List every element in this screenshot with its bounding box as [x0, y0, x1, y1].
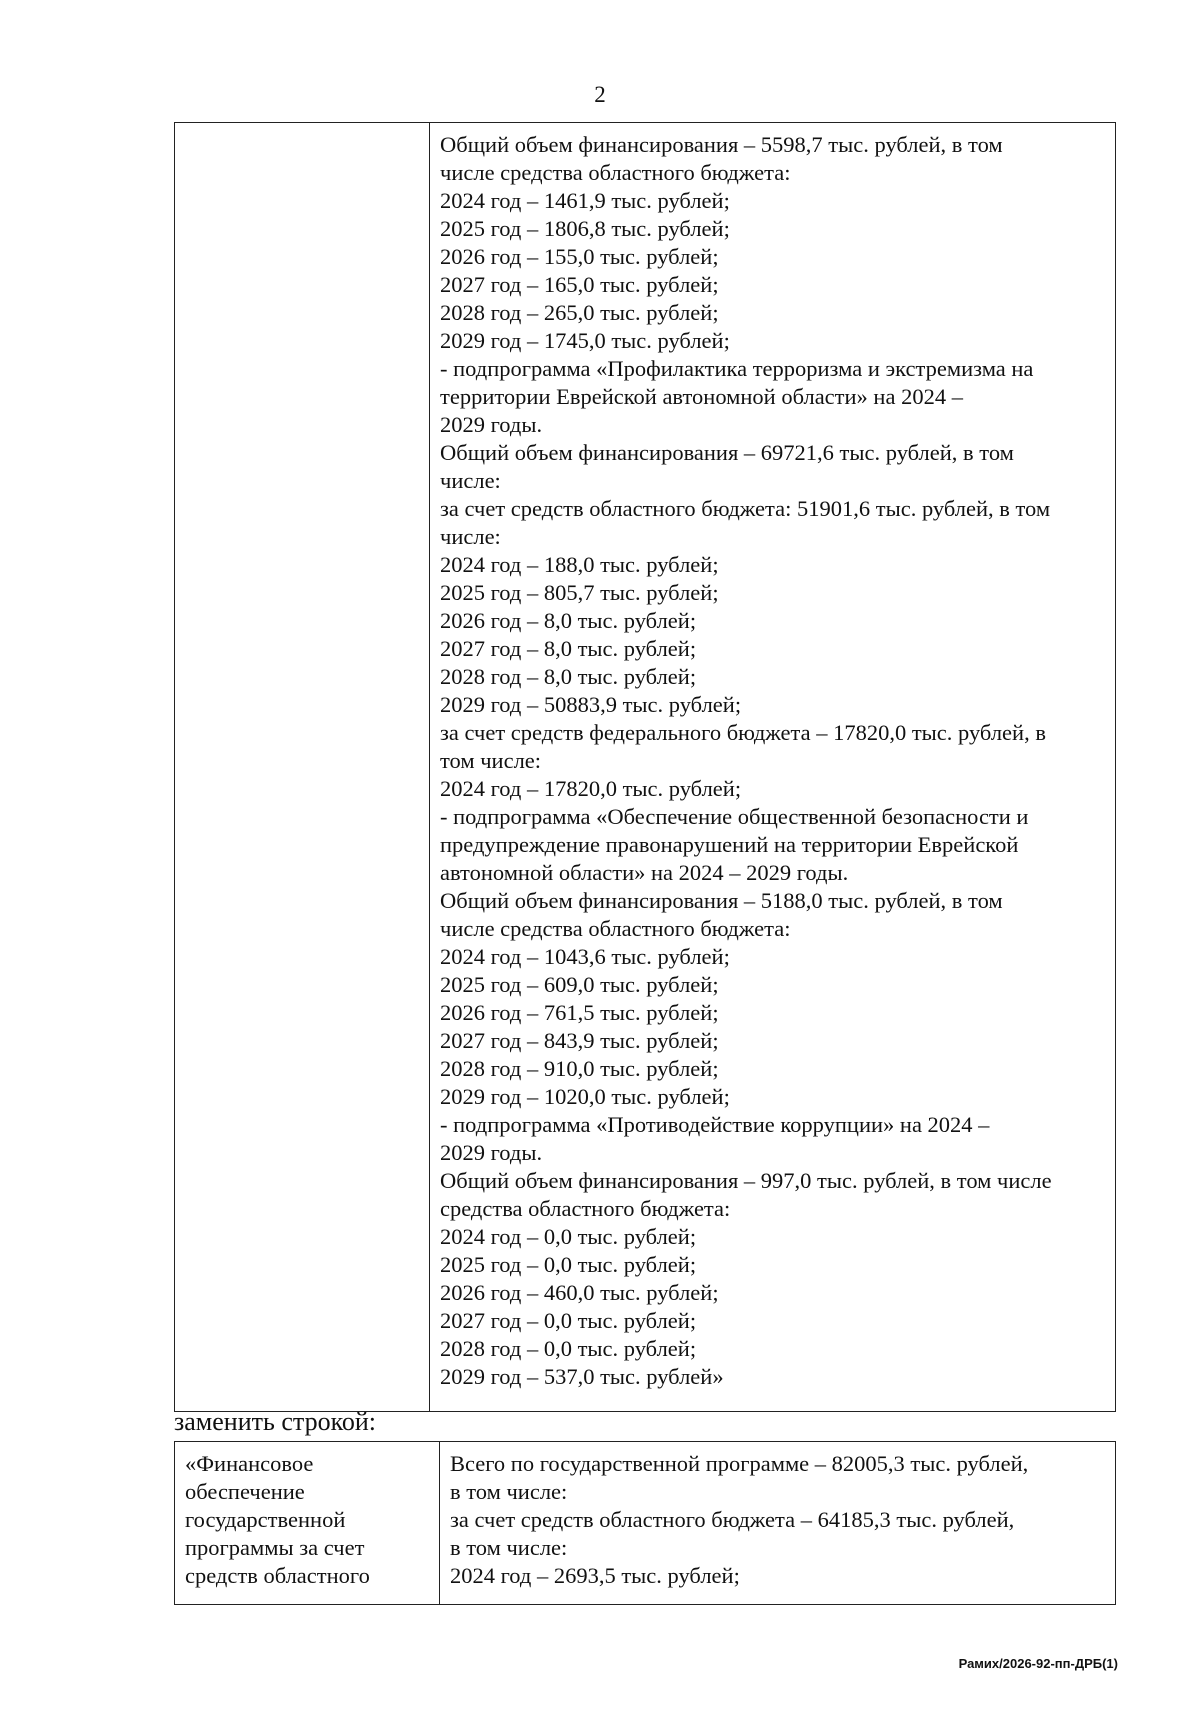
text-line: - подпрограмма «Обеспечение общественной безопасности и [440, 804, 1029, 829]
text-line: в том числе: [450, 1535, 568, 1560]
row-content-cell [430, 123, 1116, 1412]
text-line: Общий объем финансирования – 69721,6 тыс. рублей, в том [440, 440, 1014, 465]
text-line: 2028 год – 8,0 тыс. рублей; [440, 664, 697, 689]
text-line: 2028 год – 0,0 тыс. рублей; [440, 1336, 697, 1361]
text-line: 2024 год – 1043,6 тыс. рублей; [440, 944, 730, 969]
text-line: территории Еврейской автономной области» на 2024 – [440, 384, 963, 409]
text-line: том числе: [440, 748, 542, 773]
text-line: 2027 год – 0,0 тыс. рублей; [440, 1308, 697, 1333]
text-line: 2029 годы. [440, 1140, 543, 1165]
text-line: 2025 год – 805,7 тыс. рублей; [440, 580, 719, 605]
text-line: 2026 год – 8,0 тыс. рублей; [440, 608, 697, 633]
text-line: числе: [440, 524, 501, 549]
text-line: программы за счет [185, 1535, 365, 1560]
row-content-cell [440, 1442, 1116, 1605]
text-line: 2029 годы. [440, 412, 543, 437]
text-line: 2024 год – 17820,0 тыс. рублей; [440, 776, 742, 801]
text-line: числе: [440, 468, 501, 493]
text-line: за счет средств областного бюджета: 51901,6 тыс. рублей, в том [440, 496, 1051, 521]
text-line: 2024 год – 1461,9 тыс. рублей; [440, 188, 730, 213]
text-line: - подпрограмма «Профилактика терроризма и экстремизма на [440, 356, 1034, 381]
text-line: Общий объем финансирования – 997,0 тыс. рублей, в том числе [440, 1168, 1052, 1193]
text-line: 2029 год – 1745,0 тыс. рублей; [440, 328, 730, 353]
text-line: за счет средств федерального бюджета – 17820,0 тыс. рублей, в [440, 720, 1046, 745]
replace-with-row-text: заменить строкой: [174, 1407, 377, 1436]
text-line: 2026 год – 761,5 тыс. рублей; [440, 1000, 719, 1025]
text-line: числе средства областного бюджета: [440, 916, 791, 941]
text-line: средства областного бюджета: [440, 1196, 731, 1221]
text-line: 2028 год – 910,0 тыс. рублей; [440, 1056, 719, 1081]
text-line: 2026 год – 460,0 тыс. рублей; [440, 1280, 719, 1305]
text-line: 2026 год – 155,0 тыс. рублей; [440, 244, 719, 269]
table-row [175, 123, 1116, 1412]
text-line: автономной области» на 2024 – 2029 годы. [440, 860, 849, 885]
text-line: 2029 год – 537,0 тыс. рублей» [440, 1364, 724, 1389]
funding-table-new [174, 1441, 1116, 1605]
text-line: 2027 год – 8,0 тыс. рублей; [440, 636, 697, 661]
text-line: Общий объем финансирования – 5188,0 тыс. рублей, в том [440, 888, 1003, 913]
text-line: 2027 год – 165,0 тыс. рублей; [440, 272, 719, 297]
text-line: «Финансовое [185, 1451, 314, 1476]
row-label-cell-empty [175, 123, 430, 1412]
text-line: 2024 год – 188,0 тыс. рублей; [440, 552, 719, 577]
text-line: обеспечение [185, 1479, 305, 1504]
text-line: числе средства областного бюджета: [440, 160, 791, 185]
text-line: 2027 год – 843,9 тыс. рублей; [440, 1028, 719, 1053]
table-row [175, 1442, 1116, 1605]
text-line: 2025 год – 609,0 тыс. рублей; [440, 972, 719, 997]
text-line: в том числе: [450, 1479, 568, 1504]
text-line: 2029 год – 1020,0 тыс. рублей; [440, 1084, 730, 1109]
text-line: 2028 год – 265,0 тыс. рублей; [440, 300, 719, 325]
text-line: Всего по государственной программе – 82005,3 тыс. рублей, [450, 1451, 1029, 1476]
text-line: 2024 год – 0,0 тыс. рублей; [440, 1224, 697, 1249]
text-line: средств областного [185, 1563, 370, 1588]
text-line: 2024 год – 2693,5 тыс. рублей; [450, 1563, 740, 1588]
text-line: 2029 год – 50883,9 тыс. рублей; [440, 692, 742, 717]
text-line: 2025 год – 1806,8 тыс. рублей; [440, 216, 730, 241]
text-line: предупреждение правонарушений на территории Еврейской [440, 832, 1019, 857]
text-line: Общий объем финансирования – 5598,7 тыс. рублей, в том [440, 132, 1003, 157]
text-line: за счет средств областного бюджета – 64185,3 тыс. рублей, [450, 1507, 1015, 1532]
funding-table-old [174, 122, 1116, 1412]
text-line: 2025 год – 0,0 тыс. рублей; [440, 1252, 697, 1277]
page-number: 2 [594, 82, 606, 107]
document-footer-code: Рамих/2026-92-пп-ДРБ(1) [958, 1656, 1118, 1671]
text-line: государственной [185, 1507, 346, 1532]
text-line: - подпрограмма «Противодействие коррупции» на 2024 – [440, 1112, 990, 1137]
row-label-cell [175, 1442, 440, 1605]
